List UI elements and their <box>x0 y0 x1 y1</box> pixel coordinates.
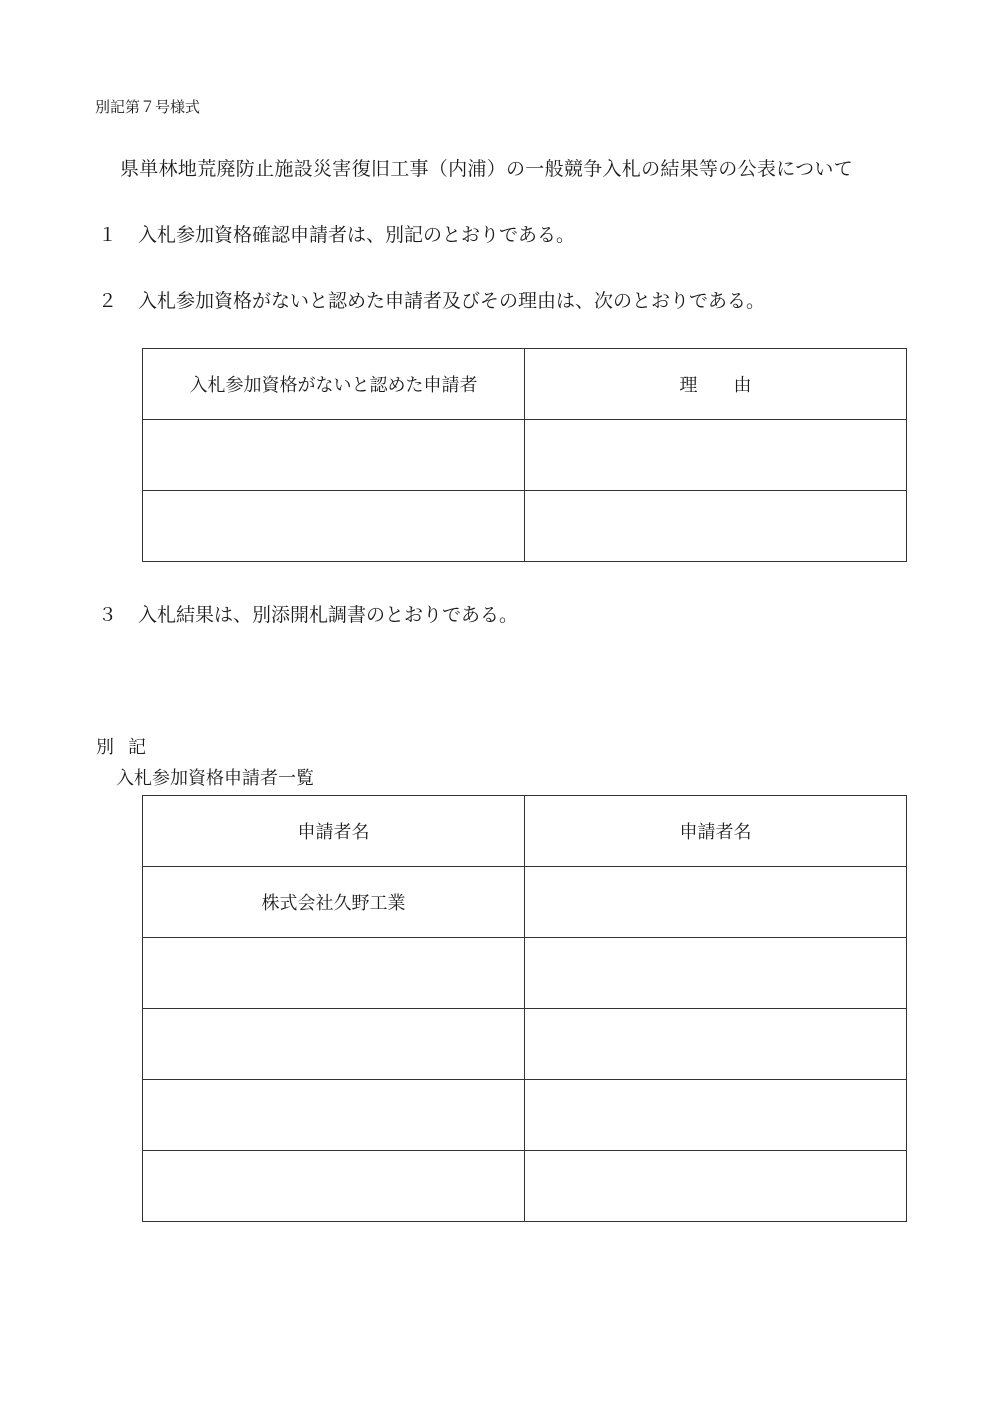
table-row <box>143 1080 907 1151</box>
item-number: ３ <box>98 604 118 626</box>
table-row <box>143 491 907 562</box>
applicant-name-cell <box>525 938 907 1009</box>
item-3 <box>98 600 518 627</box>
header-applicant-name: 申請者名 <box>143 796 525 867</box>
reason-cell <box>525 491 907 562</box>
item-2 <box>98 286 765 313</box>
applicant-name-cell <box>143 1151 525 1222</box>
item-text: 入札参加資格がないと認めた申請者及びその理由は、次のとおりである。 <box>138 290 766 312</box>
item-number: ２ <box>98 290 118 312</box>
annex-label: 別記 <box>96 737 160 758</box>
applicant-name-cell <box>143 1080 525 1151</box>
reason-cell <box>525 420 907 491</box>
header-reason: 理 由 <box>525 349 907 420</box>
applicant-name-cell <box>143 1009 525 1080</box>
item-text: 入札参加資格確認申請者は、別記のとおりである。 <box>138 224 576 246</box>
table-row <box>143 867 907 938</box>
item-number: １ <box>98 224 118 246</box>
disqualified-applicants-table <box>142 348 907 562</box>
applicant-name-cell <box>525 1080 907 1151</box>
item-1 <box>98 220 575 247</box>
applicant-name-cell <box>525 1009 907 1080</box>
table-row <box>143 420 907 491</box>
table-header-row <box>143 796 907 867</box>
table-header-row <box>143 349 907 420</box>
applicant-cell <box>143 491 525 562</box>
document-title: 県単林地荒廃防止施設災害復旧工事（内浦）の一般競争入札の結果等の公表について <box>120 158 854 180</box>
applicant-name-cell: 株式会社久野工業 <box>143 867 525 938</box>
header-applicant: 入札参加資格がないと認めた申請者 <box>143 349 525 420</box>
applicants-list-table <box>142 795 907 1222</box>
applicant-cell <box>143 420 525 491</box>
applicant-name-cell <box>525 1151 907 1222</box>
table-row <box>143 1009 907 1080</box>
table-row <box>143 1151 907 1222</box>
header-applicant-name: 申請者名 <box>525 796 907 867</box>
applicant-name-cell <box>143 938 525 1009</box>
annex-subtitle: 入札参加資格申請者一覧 <box>116 768 314 789</box>
table-row <box>143 938 907 1009</box>
applicant-name-cell <box>525 867 907 938</box>
form-number: 別記第７号様式 <box>95 98 201 116</box>
item-text: 入札結果は、別添開札調書のとおりである。 <box>138 604 519 626</box>
